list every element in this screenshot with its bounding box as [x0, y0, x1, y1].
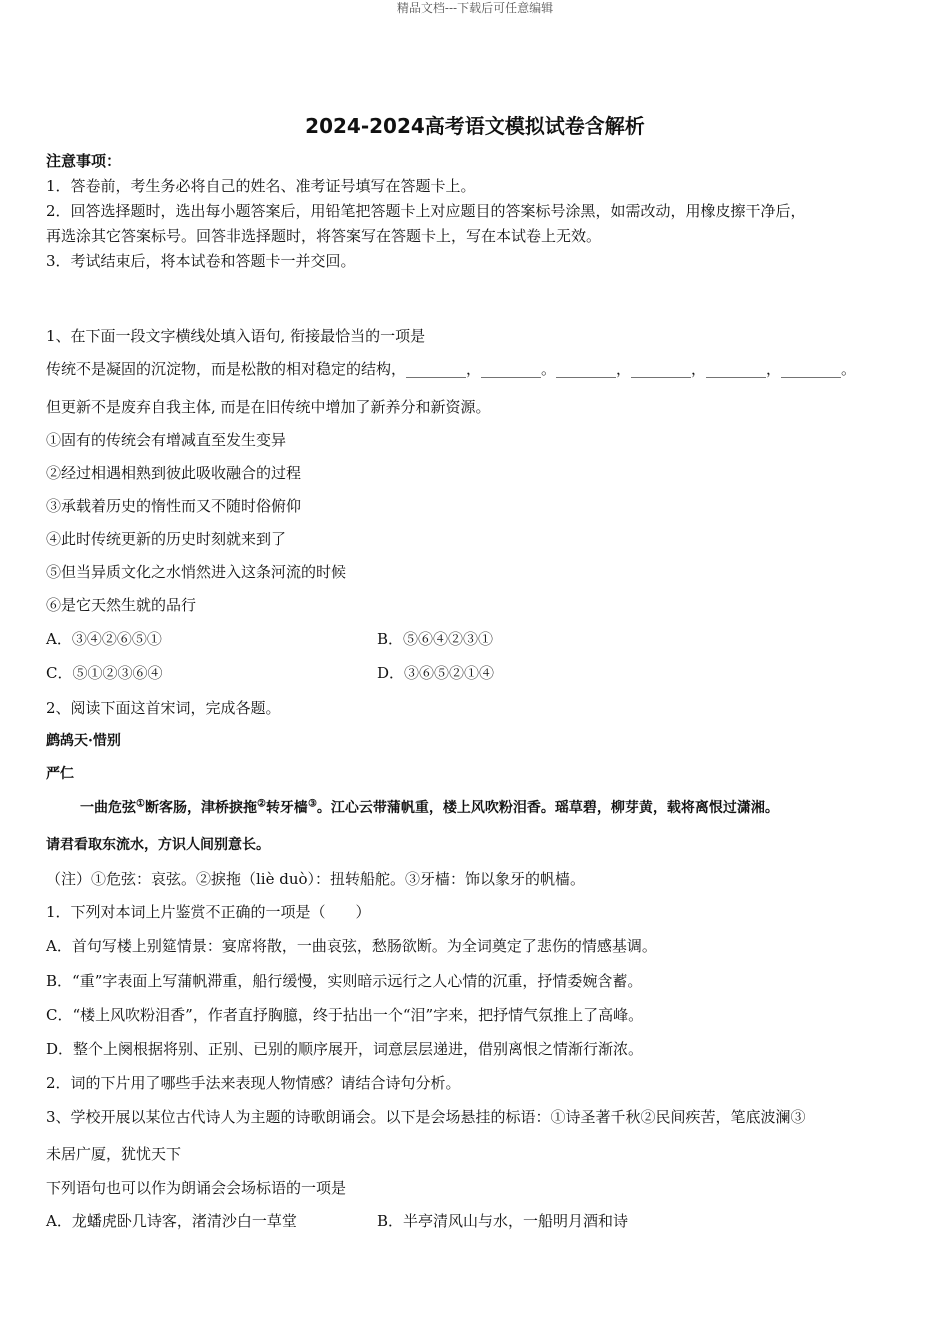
footnote-marker: ② [256, 798, 266, 810]
q2-sub1-stem: 1．下列对本词上片鉴赏不正确的一项是（ ） [46, 903, 371, 921]
q1-passage: 传统不是凝固的沉淀物，而是松散的相对稳定的结构，________，________。________，________，________，________。 [46, 360, 857, 378]
q3-ask: 下列语句也可以作为朗诵会会场标语的一项是 [46, 1179, 347, 1197]
q1-choice-c: C．⑤①②③⑥④ [46, 664, 163, 682]
q1-sentence-option: ⑥是它天然生就的品行 [46, 596, 197, 614]
q3-stem: 3、学校开展以某位古代诗人为主题的诗歌朗诵会。以下是会场悬挂的标语：①诗圣著千秋②民间疾苦，笔底波澜③ [46, 1108, 806, 1126]
q1-sentence-option: ⑤但当异质文化之水悄然进入这条河流的时候 [46, 563, 347, 581]
poem-text: 断客肠，津桥捩拖 [144, 800, 257, 816]
footnote-marker: ① [136, 798, 145, 810]
notice-item: 再选涂其它答案标号。回答非选择题时，将答案写在答题卡上，写在本试卷上无效。 [46, 227, 602, 245]
q2-sub2-stem: 2．词的下片用了哪些手法来表现人物情感？请结合诗句分析。 [46, 1074, 461, 1092]
poem-text: 转牙樯 [265, 800, 308, 816]
q1-sentence-option: ④此时传统更新的历史时刻就来到了 [46, 530, 287, 548]
q1-choice-b: B．⑤⑥④②③① [377, 630, 494, 648]
poem-line-1 [80, 797, 779, 819]
notice-heading: 注意事项： [46, 152, 122, 170]
notice-item: 3．考试结束后，将本试卷和答题卡一并交回。 [46, 252, 356, 270]
poem-author: 严仁 [46, 766, 74, 782]
poem-line-2: 请君看取东流水，方识人间别意长。 [46, 837, 270, 853]
q2-sub1-option-a: A．首句写楼上别筵情景：宴席将散，一曲哀弦，愁肠欲断。为全词奠定了悲伤的情感基调。 [46, 937, 657, 955]
q2-sub1-option-b: B．“重”字表面上写蒲帆滞重，船行缓慢，实则暗示远行之人心情的沉重，抒情委婉含蓄。 [46, 972, 643, 990]
poem-text: 一曲危弦 [80, 800, 136, 816]
q3-choice-a: A．龙蟠虎卧几诗客，渚清沙白一草堂 [46, 1212, 297, 1230]
q1-choice-a: A．③④②⑥⑤① [46, 630, 162, 648]
q1-passage-cont: 但更新不是废弃自我主体, 而是在旧传统中增加了新养分和新资源。 [46, 398, 491, 416]
q1-sentence-option: ②经过相遇相熟到彼此吸收融合的过程 [46, 464, 302, 482]
footnote-marker: ③ [307, 798, 317, 810]
q2-stem: 2、阅读下面这首宋词，完成各题。 [46, 699, 281, 717]
q2-sub1-option-c: C．“楼上风吹粉泪香”，作者直抒胸臆，终于拈出一个“泪”字来，把抒情气氛推上了高峰。 [46, 1006, 644, 1024]
q1-sentence-option: ③承载着历史的惰性而又不随时俗俯仰 [46, 497, 302, 515]
q2-sub1-option-d: D．整个上阕根据将别、正别、已别的顺序展开，词意层层递进，借别离恨之情渐行渐浓。 [46, 1040, 644, 1058]
page-title: 2024-2024高考语文模拟试卷含解析 [305, 114, 645, 138]
notice-item: 2．回答选择题时，选出每小题答案后，用铅笔把答题卡上对应题目的答案标号涂黑，如需改动，用橡皮擦干净后， [46, 202, 806, 220]
poem-text: 。江心云带蒲帆重，楼上风吹粉泪香。瑶草碧，柳芽黄，载将离恨过潇湘。 [316, 800, 779, 816]
poem-title: 鹧鸪天·惜别 [46, 733, 121, 749]
q1-stem: 1、在下面一段文字横线处填入语句, 衔接最恰当的一项是 [46, 327, 426, 345]
q3-choice-b: B．半亭清风山与水，一船明月酒和诗 [377, 1212, 629, 1230]
q3-stem-cont: 未居广厦，犹忧天下 [46, 1145, 182, 1163]
notice-item: 1．答卷前，考生务必将自己的姓名、准考证号填写在答题卡上。 [46, 177, 476, 195]
q1-choice-d: D．③⑥⑤②①④ [377, 664, 495, 682]
page-header: 精品文档---下载后可任意编辑 [396, 1, 554, 15]
poem-note: （注）①危弦：哀弦。②捩拖（liè duò）：扭转船舵。③牙樯：饰以象牙的帆樯。 [46, 870, 586, 888]
q1-sentence-option: ①固有的传统会有增减直至发生变异 [46, 431, 287, 449]
